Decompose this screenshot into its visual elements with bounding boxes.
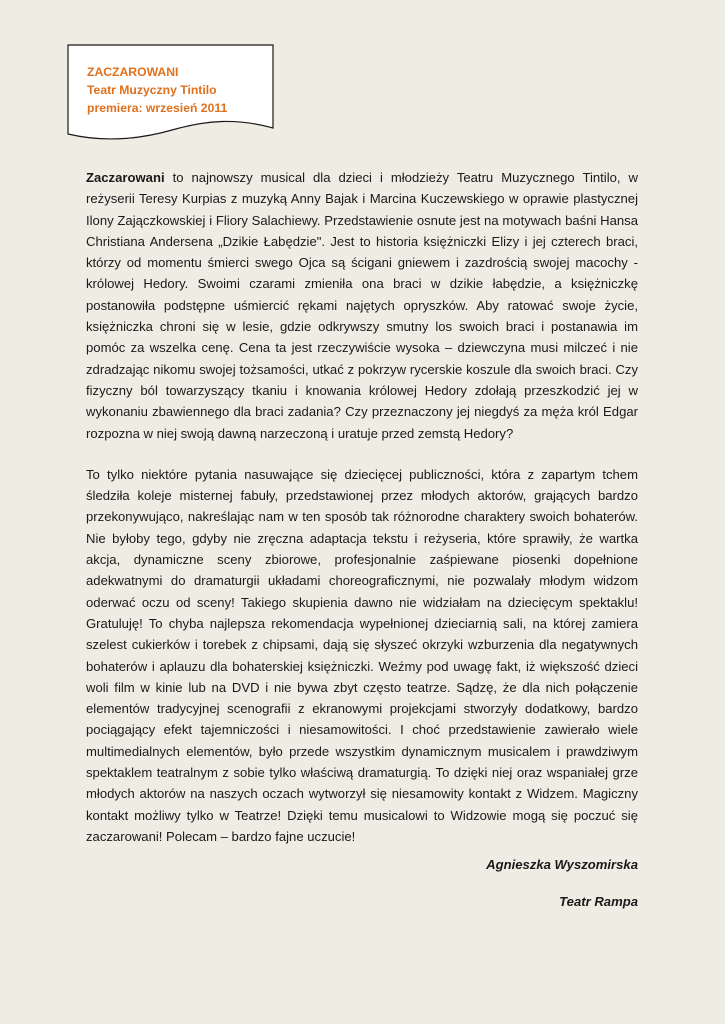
paragraph-1	[86, 167, 638, 444]
organization-signature: Teatr Rampa	[559, 894, 638, 909]
title-box	[67, 44, 274, 140]
show-title: ZACZAROWANI	[87, 65, 179, 79]
title-box-text	[87, 63, 227, 117]
paragraph-2: To tylko niektóre pytania nasuwające się dziecięcej publiczności, która z zapartym tchem śledziła koleje misternej fabuły, przedstawionej przez młodych aktorów, grających bardzo przekonywująco, nakreślając nam w ten sposób tak różnorodne charaktery swoich bohaterów. Nie byłoby tego, gdyby nie zręczna adaptacja tekstu i reżyseria, które sprawiły, że wartka akcja, dynamiczne sceny zbiorowe, profesjonalnie zaśpiewane piosenki dopełnione adekwatnymi do dramaturgii układami choreograficznymi, nie pozwalały młodym widzom oderwać oczu od sceny! Takiego skupienia dawno nie widziałam na dziecięcym spektaklu! Gratuluję! To chyba najlepsza rekomendacja wypełnionej dzieciarnią sali, na której zamiera szelest cukierków i torebek z chipsami, dają się słyszeć okrzyki wzburzenia dla negatywnych bohaterów i aplauzu dla bohaterskiej księżniczki. Weźmy pod uwagę fakt, iż większość dzieci woli film w kinie lub na DVD i nie bywa zbyt często teatrze. Sądzę, że dla nich połączenie elementów tradycyjnej scenografii z ekranowymi projekcjami stworzyły dodatkowy, bardzo pociągający efekt tajemniczości i niesamowitości. I choć przedstawienie zawierało wiele multimedialnych elementów, było przede wszystkim dynamicznym musicalem i prawdziwym spektaklem teatralnym z sobie tylko właściwą dramaturgią. To dzięki niej oraz wspaniałej grze młodych aktorów na naszych oczach wytworzył się niesamowity kontakt z Widzem. Magiczny kontakt możliwy tylko w Teatrze! Dzięki temu musicalowi to Widzowie mogą się poczuć się zaczarowani! Polecam – bardzo fajne uczucie!	[86, 466, 638, 844]
paragraph-lead: Zaczarowani	[86, 170, 165, 185]
paragraph-1-text: to najnowszy musical dla dzieci i młodzieży Teatru Muzycznego Tintilo, w reżyserii Teresy Kurpias z muzyką Anny Bajak i Marcina Kuczewskiego w oprawie plastycznej Ilony Zajączkowskiej i Fliory Salachiewy. Przedstawienie osnute jest na motywach baśni Hansa Christiana Andersena „Dzikie Łabędzie". Jest to historia księżniczki Elizy i jej czterech braci, którzy od momentu śmierci swego Ojca są ścigani gniewem i zazdrością swojej macochy - królowej Hedory. Swoimi czarami zmieniła ona braci w dzikie łabędzie, a księżniczkę postanowiła podstępne uśmiercić rękami najętych opryszków. Aby ratować swoje życie, księżniczka chroni się w lesie, gdzie odkrywszy smutny los swoich braci i postanawia im pomóc za wszelka cenę. Cena ta jest rzeczywiście wysoka – dziewczyna musi milczeć i nie zdradzając nikomu swojej tożsamości, utkać z pokrzyw rycerskie koszule dla swoich braci. Czy fizyczny ból towarzyszący tkaniu i knowania królowej Hedory zdołają przeszkodzić jej w wykonaniu zbawiennego dla braci zadania? Czy przeznaczony jej niegdyś za męża król Edgar rozpozna w niej swoją dawną narzeczoną i uratuje przed zemstą Hedory?	[86, 170, 638, 441]
theatre-name: Teatr Muzyczny Tintilo	[87, 83, 217, 97]
article-body	[86, 167, 638, 847]
author-signature: Agnieszka Wyszomirska	[486, 857, 638, 872]
premiere-date: premiera: wrzesień 2011	[87, 101, 228, 115]
